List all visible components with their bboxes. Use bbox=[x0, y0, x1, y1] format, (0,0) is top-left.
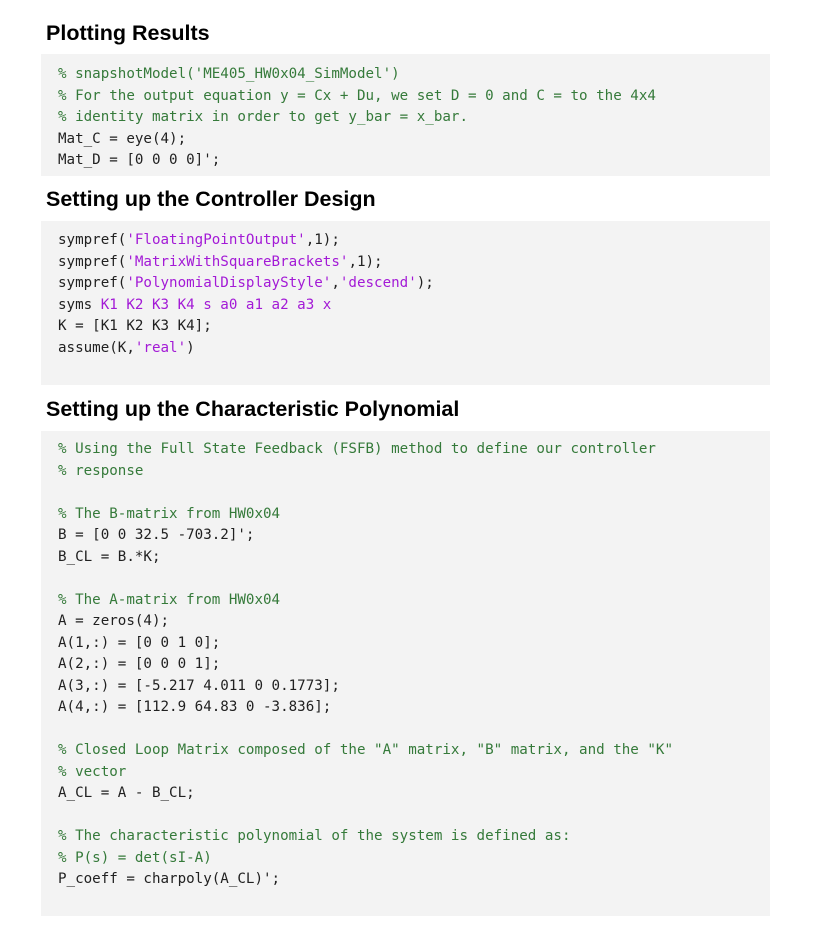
code-line bbox=[58, 230, 770, 252]
code-token-code: sympref( bbox=[58, 232, 127, 248]
code-line bbox=[58, 590, 770, 612]
code-token-code: sympref( bbox=[58, 275, 127, 291]
code-line bbox=[58, 719, 770, 741]
code-line bbox=[58, 826, 770, 848]
code-token-string: 'real' bbox=[134, 339, 187, 356]
code-line bbox=[58, 316, 770, 338]
code-block-characteristic-polynomial bbox=[41, 431, 770, 916]
code-line bbox=[58, 482, 770, 504]
code-line bbox=[58, 273, 770, 295]
code-token-comment: % Closed Loop Matrix composed of the "A" matrix, "B" matrix, and the "K" bbox=[58, 742, 673, 758]
code-line bbox=[58, 848, 770, 870]
code-token-string: K1 K2 K3 K4 s a0 a1 a2 a3 x bbox=[100, 296, 332, 313]
code-line bbox=[58, 762, 770, 784]
code-token-code: A(3,:) = [-5.217 4.011 0 0.1773]; bbox=[58, 677, 340, 694]
code-line bbox=[58, 805, 770, 827]
code-line bbox=[58, 654, 770, 676]
code-token-comment: % For the output equation y = Cx + Du, we set D = 0 and C = to the 4x4 bbox=[58, 87, 656, 104]
code-line bbox=[58, 611, 770, 633]
code-line bbox=[58, 869, 770, 891]
code-line bbox=[58, 525, 770, 547]
code-line bbox=[58, 338, 770, 360]
code-line bbox=[58, 461, 770, 483]
code-token-comment: % response bbox=[58, 462, 144, 479]
code-line bbox=[58, 740, 770, 762]
code-block-controller-design bbox=[41, 221, 770, 385]
code-token-comment: % snapshotModel('ME405_HW0x04_SimModel') bbox=[58, 66, 400, 82]
code-line bbox=[58, 504, 770, 526]
code-line bbox=[58, 697, 770, 719]
code-token-string: 'MatrixWithSquareBrackets' bbox=[126, 253, 349, 270]
code-token-comment: % The A-matrix from HW0x04 bbox=[58, 591, 281, 608]
code-token-code: A = zeros(4); bbox=[58, 613, 170, 629]
section-heading-characteristic-polynomial: Setting up the Characteristic Polynomial bbox=[46, 397, 460, 421]
code-line bbox=[58, 107, 770, 129]
code-token-code: , bbox=[331, 275, 340, 291]
code-token-code: B_CL = B.*K; bbox=[58, 548, 161, 565]
code-token-code: B = [0 0 32.5 -703.2]'; bbox=[58, 527, 255, 543]
code-token-code: P_coeff = charpoly(A_CL)'; bbox=[58, 871, 281, 887]
code-line bbox=[58, 547, 770, 569]
code-token-string: 'PolynomialDisplayStyle' bbox=[126, 275, 332, 291]
code-line bbox=[58, 439, 770, 461]
code-token-string: 'FloatingPointOutput' bbox=[126, 232, 306, 248]
code-token-code: ,1); bbox=[348, 253, 383, 270]
section-heading-controller-design: Setting up the Controller Design bbox=[46, 187, 376, 211]
code-token-comment: % P(s) = det(sI-A) bbox=[58, 849, 212, 866]
code-line bbox=[58, 129, 770, 151]
code-line bbox=[58, 86, 770, 108]
code-token-code: ); bbox=[416, 275, 434, 291]
code-token-comment: % identity matrix in order to get y_bar = x_bar. bbox=[58, 109, 468, 125]
code-token-code: assume(K, bbox=[58, 339, 135, 356]
code-block-plotting-results bbox=[41, 54, 770, 176]
code-line bbox=[58, 295, 770, 317]
code-line bbox=[58, 568, 770, 590]
code-token-code: syms bbox=[58, 296, 101, 313]
code-line bbox=[58, 676, 770, 698]
code-token-code: A(1,:) = [0 0 1 0]; bbox=[58, 634, 221, 651]
code-token-code: sympref( bbox=[58, 253, 127, 270]
code-token-code: A(2,:) = [0 0 0 1]; bbox=[58, 656, 221, 672]
code-token-code: Mat_C = eye(4); bbox=[58, 130, 187, 147]
code-token-comment: % The characteristic polynomial of the system is defined as: bbox=[58, 828, 571, 844]
code-token-comment: % vector bbox=[58, 763, 127, 780]
code-token-comment: % Using the Full State Feedback (FSFB) method to define our controller bbox=[58, 441, 656, 457]
code-token-code: ) bbox=[186, 339, 195, 356]
code-token-string: 'descend' bbox=[339, 275, 417, 291]
code-token-code: Mat_D = [0 0 0 0]'; bbox=[58, 152, 221, 168]
code-token-code: K = [K1 K2 K3 K4]; bbox=[58, 318, 212, 334]
section-heading-plotting-results: Plotting Results bbox=[46, 21, 210, 45]
code-line bbox=[58, 252, 770, 274]
code-line bbox=[58, 633, 770, 655]
code-token-comment: % The B-matrix from HW0x04 bbox=[58, 505, 281, 522]
code-line bbox=[58, 150, 770, 172]
code-line bbox=[58, 64, 770, 86]
code-token-code: A(4,:) = [112.9 64.83 0 -3.836]; bbox=[58, 699, 332, 715]
code-token-code: ,1); bbox=[305, 232, 340, 248]
code-line bbox=[58, 783, 770, 805]
code-token-code: A_CL = A - B_CL; bbox=[58, 785, 195, 801]
